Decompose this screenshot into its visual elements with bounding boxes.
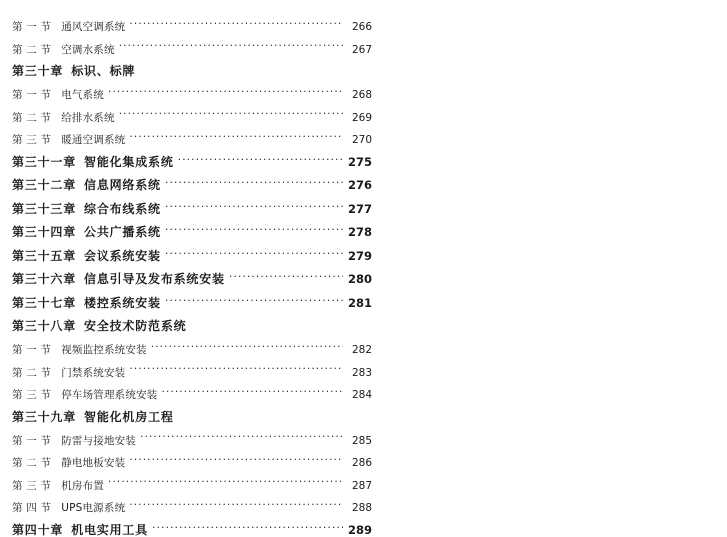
toc-entry-title: 通风空调系统 xyxy=(61,21,126,33)
toc-leader-dots xyxy=(108,473,343,489)
toc-entry-label: 第四十章 xyxy=(12,522,64,537)
toc-entry-label: 第 一 节 xyxy=(12,344,52,356)
toc-entry-page-number: 276 xyxy=(347,178,372,192)
toc-entry-page-number: 281 xyxy=(347,295,372,310)
toc-entry-title: 会议系统安装 xyxy=(84,248,161,263)
toc-leader-dots xyxy=(129,360,343,376)
toc-leader-dots xyxy=(151,337,343,353)
toc-chapter-row[interactable] xyxy=(12,518,372,537)
toc-section-row[interactable] xyxy=(12,360,372,379)
toc-entry-title: 楼控系统安装 xyxy=(84,295,161,310)
toc-section-row[interactable] xyxy=(12,495,372,514)
toc-entry-label: 第三十七章 xyxy=(12,295,77,310)
toc-leader-dots xyxy=(178,150,343,166)
toc-entry-title: 智能化集成系统 xyxy=(84,154,174,169)
toc-chapter-row[interactable] xyxy=(12,173,372,192)
toc-entry-page-number: 288 xyxy=(351,502,372,514)
toc-section-row[interactable] xyxy=(12,473,372,492)
toc-leader-dots xyxy=(139,59,343,75)
toc-leader-dots xyxy=(229,267,343,283)
toc-entry-page-number: 289 xyxy=(347,522,372,537)
toc-entry-page-number: 270 xyxy=(351,134,372,146)
toc-entry-title: 视频监控系统安装 xyxy=(61,344,147,356)
toc-leader-dots xyxy=(165,291,343,307)
toc-entry-label: 第 一 节 xyxy=(12,89,52,101)
toc-entry-label: 第三十九章 xyxy=(12,409,77,424)
toc-section-row[interactable] xyxy=(12,428,372,447)
toc-entry-page-number: 283 xyxy=(351,366,372,379)
toc-chapter-row[interactable] xyxy=(12,59,372,77)
toc-section-row[interactable] xyxy=(12,105,372,124)
toc-leader-dots xyxy=(162,382,344,398)
toc-entry-label: 第 二 节 xyxy=(12,111,52,124)
toc-section-row[interactable] xyxy=(12,82,372,101)
toc-entry-page-number: 277 xyxy=(347,201,372,216)
toc-chapter-row[interactable] xyxy=(12,150,372,169)
toc-entry-title: 空调水系统 xyxy=(61,43,115,56)
toc-entry-page-number: 280 xyxy=(347,272,372,286)
toc-chapter-row[interactable] xyxy=(12,267,372,286)
toc-leader-dots xyxy=(129,127,343,143)
toc-entry-title: 门禁系统安装 xyxy=(61,366,126,379)
toc-leader-dots xyxy=(129,495,343,511)
toc-entry-title: 标识、标牌 xyxy=(71,64,136,78)
toc-section-row[interactable] xyxy=(12,450,372,469)
toc-leader-dots xyxy=(129,14,343,30)
toc-leader-dots xyxy=(165,173,343,189)
toc-entry-label: 第 三 节 xyxy=(12,134,52,146)
toc-leader-dots xyxy=(140,428,343,444)
toc-entry-title: 安全技术防范系统 xyxy=(84,319,187,333)
toc-section-row[interactable] xyxy=(12,382,372,401)
toc-entry-label: 第 二 节 xyxy=(12,457,52,469)
toc-leader-dots xyxy=(178,405,343,421)
toc-entry-page-number: 279 xyxy=(347,248,372,263)
toc-entry-page-number: 284 xyxy=(351,389,372,401)
toc-entry-title: 给排水系统 xyxy=(61,111,115,124)
toc-entry-page-number: 266 xyxy=(351,21,372,33)
toc-entry-page-number: 287 xyxy=(351,479,372,492)
toc-entry-page-number: 268 xyxy=(351,89,372,101)
toc-section-row[interactable] xyxy=(12,127,372,146)
toc-leader-dots xyxy=(165,244,343,260)
toc-entry-title: 停车场管理系统安装 xyxy=(61,389,158,401)
toc-entry-title: 机房布置 xyxy=(61,479,104,492)
toc-entry-label: 第 四 节 xyxy=(12,502,52,514)
toc-entry-label: 第三十四章 xyxy=(12,225,77,239)
toc-entry-label: 第三十八章 xyxy=(12,319,77,333)
toc-entry-title: 信息引导及发布系统安装 xyxy=(84,272,225,286)
toc-entry-label: 第三十章 xyxy=(12,64,64,78)
toc-entry-title: 综合布线系统 xyxy=(84,201,161,216)
toc-entry-title: 防雷与接地安装 xyxy=(61,434,137,447)
toc-leader-dots xyxy=(165,220,343,236)
toc-leader-dots xyxy=(165,197,343,213)
toc-entry-page-number: 286 xyxy=(351,457,372,469)
toc-entry-label: 第 二 节 xyxy=(12,43,52,56)
toc-chapter-row[interactable] xyxy=(12,405,372,423)
toc-section-row[interactable] xyxy=(12,14,372,33)
toc-entry-page-number: 275 xyxy=(347,154,372,169)
toc-leader-dots xyxy=(119,105,343,121)
toc-leader-dots xyxy=(119,37,343,53)
toc-entry-label: 第三十二章 xyxy=(12,178,77,192)
toc-entry-page-number: 267 xyxy=(351,43,372,56)
toc-chapter-row[interactable] xyxy=(12,244,372,263)
toc-entry-label: 第三十六章 xyxy=(12,272,77,286)
toc-chapter-row[interactable] xyxy=(12,291,372,310)
toc-leader-dots xyxy=(108,82,343,98)
toc-entry-title: 智能化机房工程 xyxy=(84,409,174,424)
toc-entry-title: 电气系统 xyxy=(61,89,104,101)
toc-entry-title: 机电实用工具 xyxy=(71,522,149,537)
toc-entry-title: 暖通空调系统 xyxy=(61,134,126,146)
toc-entry-label: 第 三 节 xyxy=(12,479,52,492)
toc-entry-title: UPS电源系统 xyxy=(61,502,126,514)
toc-entry-label: 第三十三章 xyxy=(12,201,77,216)
toc-leader-dots xyxy=(152,518,343,534)
toc-entry-label: 第 一 节 xyxy=(12,434,52,447)
toc-entry-page-number: 278 xyxy=(347,225,372,239)
toc-section-row[interactable] xyxy=(12,337,372,356)
toc-section-row[interactable] xyxy=(12,37,372,56)
toc-entry-label: 第 二 节 xyxy=(12,366,52,379)
toc-entry-label: 第三十五章 xyxy=(12,248,77,263)
toc-entry-label: 第 三 节 xyxy=(12,389,52,401)
toc-entry-title: 公共广播系统 xyxy=(84,225,161,239)
toc-entry-title: 信息网络系统 xyxy=(84,178,161,192)
toc-entry-label: 第三十一章 xyxy=(12,154,77,169)
toc-entry-label: 第 一 节 xyxy=(12,21,52,33)
toc-entry-page-number: 285 xyxy=(351,434,372,447)
toc-chapter-row[interactable] xyxy=(12,314,372,332)
toc-chapter-row[interactable] xyxy=(12,220,372,239)
toc-leader-dots xyxy=(190,314,343,330)
toc-chapter-row[interactable] xyxy=(12,197,372,216)
toc-entry-page-number: 269 xyxy=(351,111,372,124)
toc-entry-page-number: 282 xyxy=(351,344,372,356)
toc-leader-dots xyxy=(129,450,343,466)
toc-entry-title: 静电地板安装 xyxy=(61,457,126,469)
